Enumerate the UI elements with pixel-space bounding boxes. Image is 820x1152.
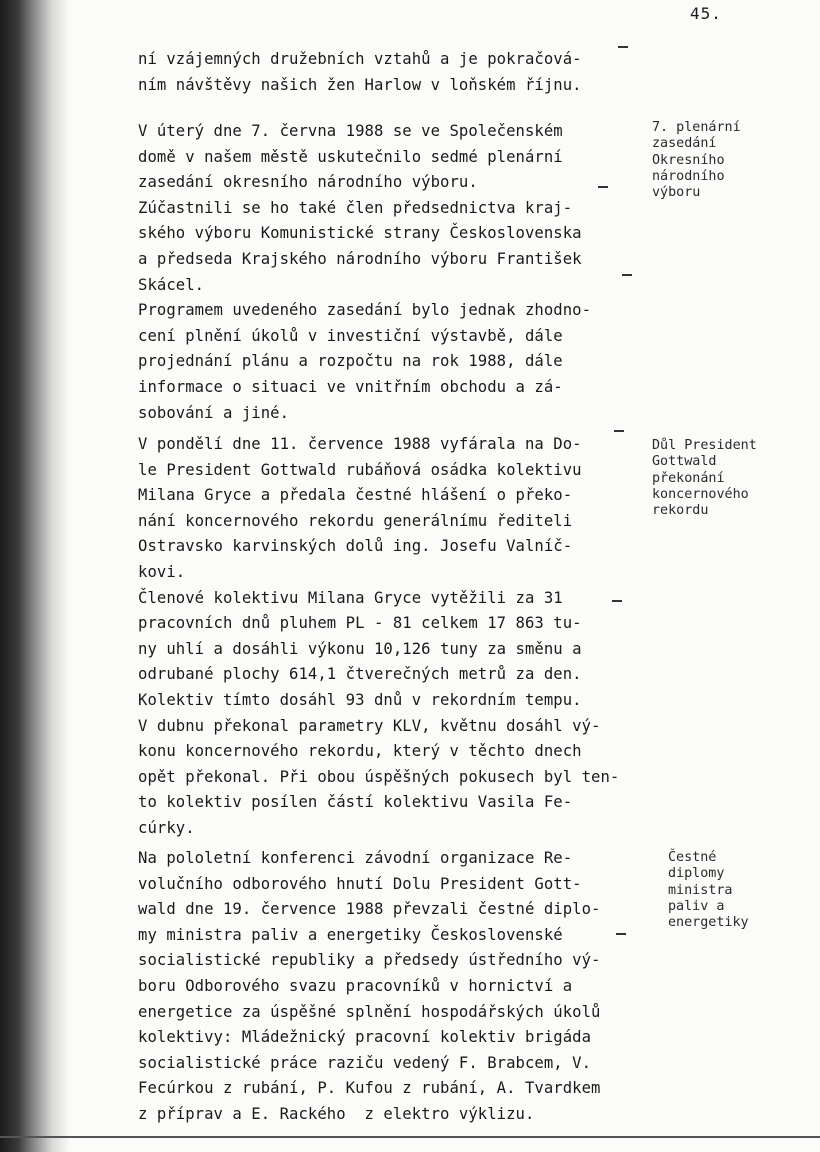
- margin-note-diplomas: [668, 850, 820, 931]
- text-line: Milana Gryce a předala čestné hlášení o překo-: [138, 486, 573, 505]
- text-line: z příprav a E. Rackého z elektro výklizu.: [138, 1104, 535, 1123]
- text-line: Zúčastnili se ho také člen předsednictva kraj-: [138, 198, 573, 217]
- text-line: Kolektiv tímto dosáhl 93 dnů v rekordním tempu.: [138, 690, 582, 709]
- text-line: sobování a jiné.: [138, 403, 290, 422]
- note-line: 7. plenární: [652, 120, 741, 135]
- note-line: Čestné: [668, 850, 717, 865]
- text-line: ní vzájemných družebních vztahů a je pokračová-: [138, 50, 582, 68]
- note-line: výboru: [652, 185, 701, 201]
- text-line: Členové kolektivu Milana Gryce vytěžili za 31: [138, 588, 563, 607]
- text-line: wald dne 19. července 1988 převzali čestné diplo-: [138, 900, 601, 919]
- paragraph-diplomas: [138, 846, 658, 1128]
- text-line: my ministra paliv a energetiky Československé: [138, 925, 563, 944]
- margin-note-plenary: [652, 120, 812, 201]
- note-line: koncernového: [652, 486, 749, 502]
- text-line: to kolektiv posílen částí kolektivu Vasila Fe-: [138, 793, 573, 812]
- text-line: zasedání okresního národního výboru.: [138, 173, 478, 192]
- text-line: opět překonal. Při obou úspěšných pokusech byl ten-: [138, 767, 620, 786]
- text-line: cení plnění úkolů v investiční výstavbě, dále: [138, 326, 563, 345]
- typewriter-mark: [618, 46, 628, 48]
- note-line: zasedání: [652, 136, 717, 152]
- page-number: 45.: [690, 4, 722, 23]
- text-line: le President Gottwald rubáňová osádka kolektivu: [138, 460, 582, 479]
- text-line: socialistické práce raziču vedený F. Brabcem, V.: [138, 1053, 592, 1072]
- typewriter-mark: [614, 430, 624, 432]
- note-line: překonání: [652, 470, 725, 486]
- note-line: ministra: [668, 882, 733, 898]
- text-line: konu koncernového rekordu, který v těchto dnech: [138, 742, 582, 761]
- typewriter-mark: [598, 186, 608, 188]
- text-line: odrubané plochy 614,1 čtverečných metrů za den.: [138, 665, 582, 684]
- binding-shadow: [0, 0, 70, 1152]
- paragraph-continuation: [138, 47, 658, 98]
- note-line: paliv a: [668, 898, 725, 914]
- typewriter-mark: [612, 600, 622, 602]
- typewriter-mark: [616, 933, 626, 935]
- text-line: projednání plánu a rozpočtu na rok 1988, dále: [138, 352, 563, 371]
- text-line: boru Odborového svazu pracovníků v hornictví a: [138, 976, 573, 995]
- text-line: pracovních dnů pluhem PL - 81 celkem 17 863 tu-: [138, 614, 582, 633]
- text-line: kovi.: [138, 562, 186, 581]
- text-line: nání koncernového rekordu generálnímu řediteli: [138, 511, 573, 530]
- paragraph-record: [138, 432, 658, 842]
- text-line: volučního odborového hnutí Dolu President Gott-: [138, 874, 582, 893]
- text-line: Ostravsko karvinských dolů ing. Josefu Valníč-: [138, 537, 573, 556]
- text-line: domě v našem městě uskutečnilo sedmé plenární: [138, 147, 563, 166]
- text-line: informace o situaci ve vnitřním obchodu a zá-: [138, 377, 563, 396]
- margin-note-record: [652, 438, 812, 519]
- text-line: V dubnu překonal parametry KLV, květnu dosáhl vý-: [138, 716, 601, 735]
- text-line: kolektivy: Mládežnický pracovní kolektiv brigáda: [138, 1028, 592, 1047]
- text-line: ny uhlí a dosáhli výkonu 10,126 tuny za směnu a: [138, 639, 582, 658]
- text-line: cúrky.: [138, 818, 195, 837]
- text-line: a předseda Krajského národního výboru František: [138, 249, 582, 268]
- note-line: Důl President: [652, 438, 757, 453]
- text-line: Programem uvedeného zasedání bylo jednak zhodno-: [138, 301, 592, 320]
- text-line: V úterý dne 7. června 1988 se ve Společenském: [138, 122, 563, 140]
- page-bottom-edge: [0, 1136, 820, 1138]
- text-line: ním návštěvy našich žen Harlow v loňském říjnu.: [138, 75, 582, 94]
- text-line: socialistické republiky a předsedy ústředního vý-: [138, 951, 601, 970]
- note-line: diplomy: [668, 866, 725, 882]
- note-line: energetiky: [668, 915, 749, 931]
- note-line: národního: [652, 168, 725, 184]
- note-line: Gottwald: [652, 454, 717, 470]
- text-line: energetice za úspěšné splnění hospodářských úkolů: [138, 1002, 601, 1021]
- typewriter-mark: [622, 274, 632, 276]
- text-line: Skácel.: [138, 275, 205, 294]
- text-line: Fecúrkou z rubání, P. Kufou z rubání, A. Tvardkem: [138, 1079, 601, 1098]
- note-line: rekordu: [652, 503, 709, 519]
- paragraph-plenary-session: [138, 119, 658, 426]
- text-line: ského výboru Komunistické strany Československa: [138, 224, 582, 243]
- note-line: Okresního: [652, 152, 725, 168]
- text-line: Na pololetní konferenci závodní organizace Re-: [138, 849, 573, 867]
- text-line: V pondělí dne 11. července 1988 vyfárala na Do-: [138, 435, 582, 453]
